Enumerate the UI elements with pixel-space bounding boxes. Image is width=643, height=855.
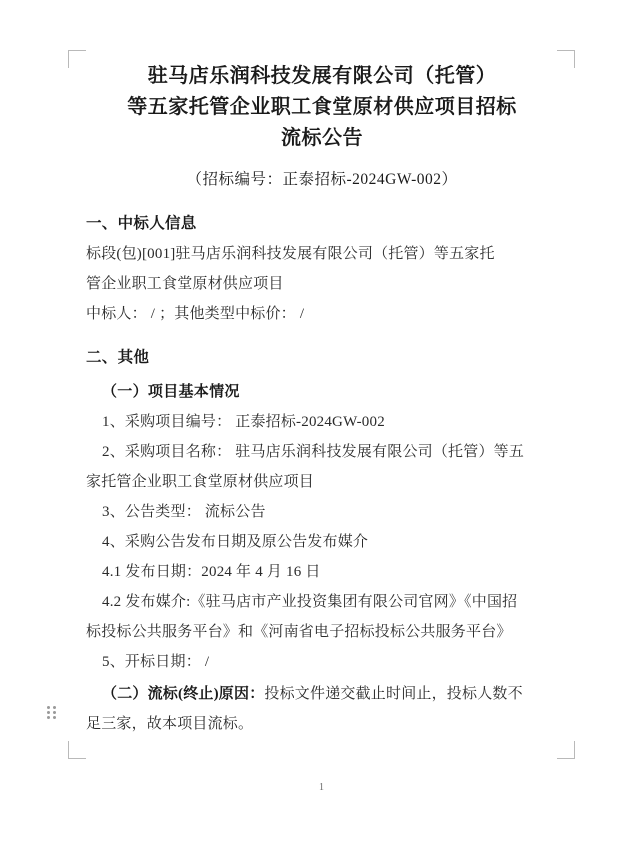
page-number: 1 [319, 782, 324, 793]
item-project-name-line-1: 2、采购项目名称： 驻马店乐润科技发展有限公司（托管）等五 [102, 444, 525, 460]
section-heading-two: 二、其他 [86, 349, 150, 366]
winner-info-line: 中标人： / ；其他类型中标价： / [86, 306, 305, 322]
tender-number-subtitle: （招标编号：正泰招标-2024GW-002） [186, 171, 458, 188]
handle-dot [47, 716, 50, 719]
item-publish-media-line-1: 4.2 发布媒介:《驻马店市产业投资集团有限公司官网》《中国招 [102, 594, 518, 610]
crop-mark-bottom-left [68, 741, 86, 759]
crop-mark-top-right [557, 50, 575, 68]
handle-dot [47, 706, 50, 709]
item-publish-date: 4.1 发布日期：2024 年 4 月 16 日 [102, 564, 321, 580]
document-title-line-3: 流标公告 [281, 125, 363, 149]
document-title [86, 60, 558, 153]
handle-dot [53, 711, 56, 714]
paragraph-drag-handle[interactable] [47, 706, 56, 722]
crop-mark-top-left [68, 50, 86, 68]
handle-dot [53, 706, 56, 709]
item-announcement-type: 3、公告类型： 流标公告 [102, 504, 266, 520]
item-bid-opening-date: 5、开标日期： / [102, 654, 210, 670]
document-title-line-2: 等五家托管企业职工食堂原材供应项目招标 [127, 94, 517, 118]
item-publish-media-line-2: 标投标公共服务平台》和《河南省电子招标投标公共服务平台》 [86, 624, 512, 640]
section-heading-one: 一、中标人信息 [86, 215, 197, 232]
failure-reason-text-2-line: 足三家，故本项目流标。 [86, 716, 254, 732]
subsection-heading-project-basics: （一）项目基本情况 [102, 384, 240, 400]
item-publish-info: 4、采购公告发布日期及原公告发布媒介 [102, 534, 369, 550]
failure-reason-text-1: 投标文件递交截止时间止，投标人数不 [264, 686, 523, 702]
item-project-number: 1、采购项目编号： 正泰招标-2024GW-002 [102, 414, 385, 430]
lot-info-line-2: 管企业职工食堂原材供应项目 [86, 276, 284, 292]
failure-reason-block [86, 679, 558, 709]
handle-dot [47, 711, 50, 714]
document-title-line-1: 驻马店乐润科技发展有限公司（托管） [147, 63, 497, 87]
handle-dot [53, 716, 56, 719]
item-project-name-line-2: 家托管企业职工食堂原材供应项目 [86, 474, 315, 490]
lot-info-line-1: 标段(包)[001]驻马店乐润科技发展有限公司（托管）等五家托 [86, 246, 495, 262]
failure-reason-label: （二）流标(终止)原因： [102, 686, 265, 702]
crop-mark-bottom-right [557, 741, 575, 759]
document-content [86, 52, 558, 739]
